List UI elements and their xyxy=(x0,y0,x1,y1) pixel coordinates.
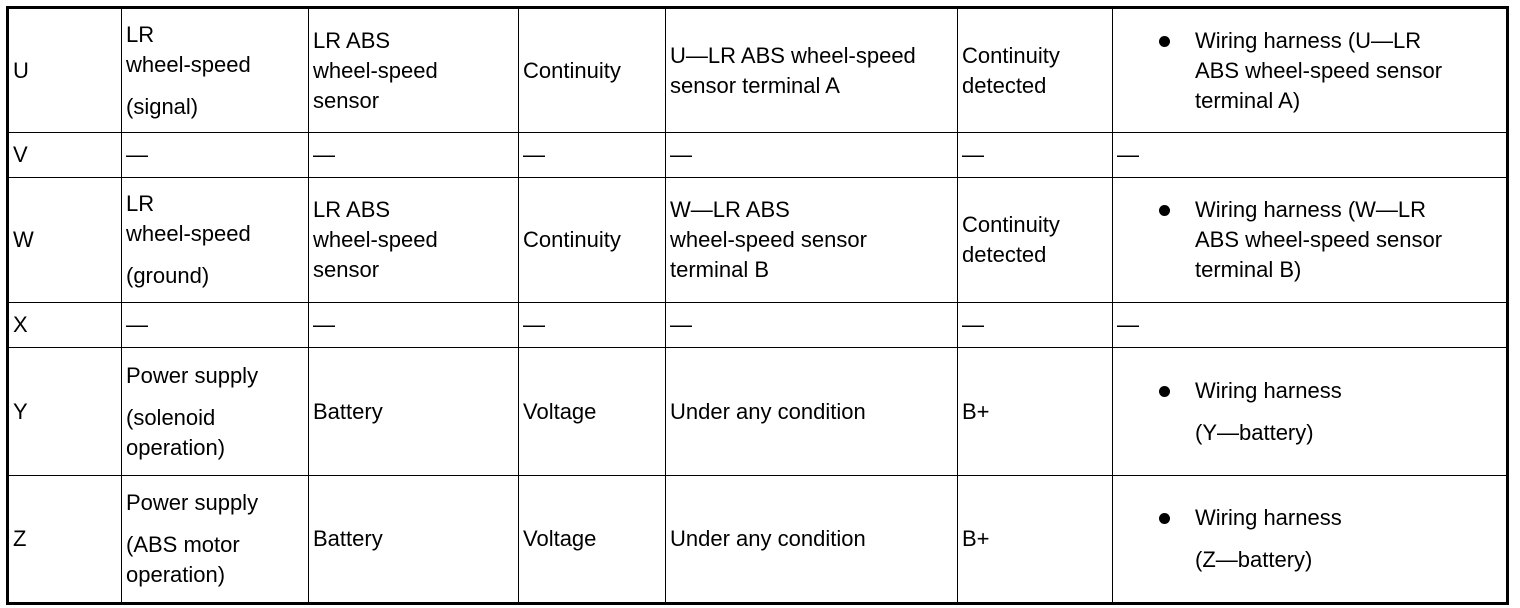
table-row xyxy=(8,476,1508,604)
measurement-cell: — xyxy=(519,303,666,348)
condition-cell: U—LR ABS wheel-speed sensor terminal A xyxy=(666,8,958,133)
terminal-cell: X xyxy=(8,303,122,348)
table-row xyxy=(8,8,1508,133)
measurement-cell: — xyxy=(519,133,666,178)
standard-cell: Continuity detected xyxy=(958,178,1113,303)
terminal-inspection-table xyxy=(6,6,1509,605)
condition-cell: Under any condition xyxy=(666,476,958,604)
bullet-item: Wiring harness xyxy=(1159,376,1502,406)
connected-to-cell: — xyxy=(309,303,519,348)
signal-cell: Power supply (ABS motor operation) xyxy=(122,476,309,604)
signal-cell: Power supply (solenoid operation) xyxy=(122,348,309,476)
signal-cell: LR wheel-speed (signal) xyxy=(122,8,309,133)
measurement-cell: Continuity xyxy=(519,8,666,133)
signal-cell: — xyxy=(122,303,309,348)
connected-to-cell: Battery xyxy=(309,348,519,476)
standard-cell: B+ xyxy=(958,348,1113,476)
terminal-cell: W xyxy=(8,178,122,303)
inspection-cell xyxy=(1113,8,1508,133)
measurement-cell: Voltage xyxy=(519,476,666,604)
connected-to-cell: — xyxy=(309,133,519,178)
terminal-cell: Y xyxy=(8,348,122,476)
connected-to-cell: LR ABS wheel-speed sensor xyxy=(309,8,519,133)
condition-cell: — xyxy=(666,303,958,348)
inspection-cell: — xyxy=(1113,303,1508,348)
bullet-item: Wiring harness (U—LR ABS wheel-speed sensor terminal A) xyxy=(1159,26,1502,116)
condition-cell: W—LR ABS wheel-speed sensor terminal B xyxy=(666,178,958,303)
condition-cell: Under any condition xyxy=(666,348,958,476)
bullet-item: Wiring harness (W—LR ABS wheel-speed sensor terminal B) xyxy=(1159,195,1502,285)
standard-cell: B+ xyxy=(958,476,1113,604)
connected-to-cell: Battery xyxy=(309,476,519,604)
table-row xyxy=(8,303,1508,348)
inspection-cell xyxy=(1113,178,1508,303)
terminal-cell: Z xyxy=(8,476,122,604)
standard-cell: — xyxy=(958,133,1113,178)
standard-cell: — xyxy=(958,303,1113,348)
table-row xyxy=(8,348,1508,476)
table-row xyxy=(8,133,1508,178)
connected-to-cell: LR ABS wheel-speed sensor xyxy=(309,178,519,303)
measurement-cell: Continuity xyxy=(519,178,666,303)
signal-cell: — xyxy=(122,133,309,178)
signal-cell: LR wheel-speed (ground) xyxy=(122,178,309,303)
inspection-cell: — xyxy=(1113,133,1508,178)
condition-cell: — xyxy=(666,133,958,178)
inspection-cell: Wiring harness (Z—battery) xyxy=(1113,476,1508,604)
standard-cell: Continuity detected xyxy=(958,8,1113,133)
inspection-cell: Wiring harness (Y—battery) xyxy=(1113,348,1508,476)
bullet-item: Wiring harness xyxy=(1159,503,1502,533)
terminal-cell: V xyxy=(8,133,122,178)
table-row xyxy=(8,178,1508,303)
terminal-cell: U xyxy=(8,8,122,133)
measurement-cell: Voltage xyxy=(519,348,666,476)
